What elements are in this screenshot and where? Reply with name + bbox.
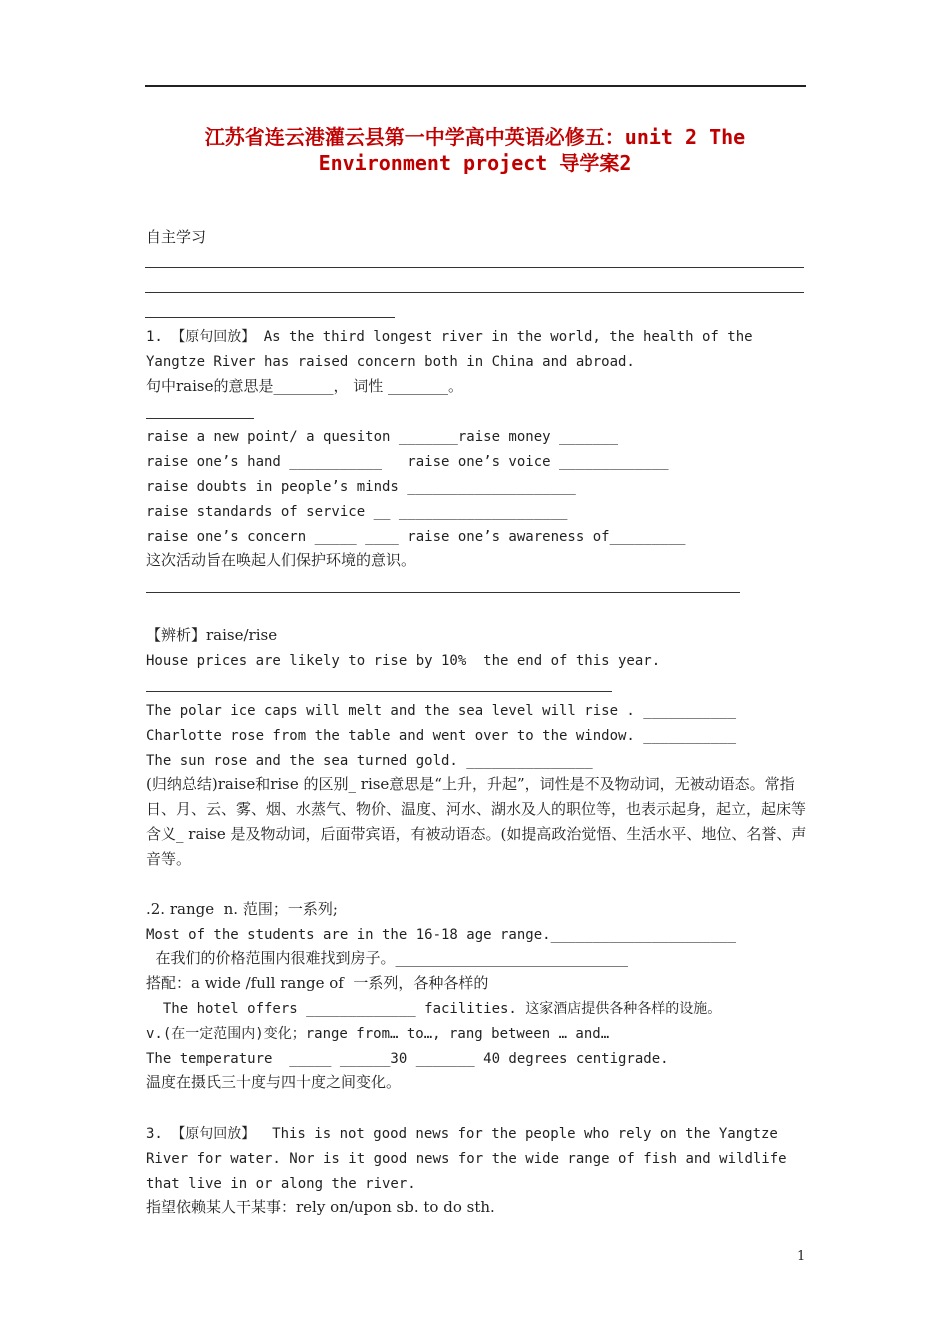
q1-sentence-line1: 1. 【原句回放】 As the third longest river in the world, the health of the (146, 329, 753, 345)
section-heading: 自主学习 (146, 228, 207, 246)
q3-sentence-line1: 3. 【原句回放】 This is not good news for the people who rely on the Yangtze (146, 1126, 778, 1142)
raise-phrase-4: raise standards of service __ ____________________ (146, 504, 568, 520)
q1-question: 句中raise的意思是________， 词性 ________。 (146, 377, 464, 395)
answer-rule-4 (146, 418, 254, 419)
answer-rule-6 (146, 691, 612, 692)
header-rule (145, 85, 806, 87)
range-example-3: The hotel offers _____________ facilities. 这家酒店提供各种各样的设施。 (146, 1001, 722, 1017)
page-title-line2: Environment project 导学案2 (318, 151, 632, 175)
range-verb-usage: v.(在一定范围内)变化；range from… to…, rang between … and… (146, 1026, 610, 1042)
answer-rule-1 (145, 267, 804, 268)
raise-phrase-1: raise a new point/ a quesiton _______raise money _______ (146, 429, 619, 445)
q3-sentence-line2: River for water. Nor is it good news for the wide range of fish and wildlife (146, 1151, 787, 1167)
raise-phrase-3: raise doubts in people’s minds ____________________ (146, 479, 576, 495)
summary-paragraph: (归纳总结)raise和rise 的区别_ rise意思是“上升，升起”，词性是不及物动词，无被动语态。常指日、月、云、雾、烟、水蒸气、物价、温度、河水、湖水及人的职位等，也表示起身，起立，起床等含义_ raise 是及物动词，后面带宾语，有被动语态。(如提高政治觉悟、生活水平、地位、名誉、声音等。 (146, 775, 807, 868)
range-heading: .2. range n. 范围；一系列; (146, 900, 338, 918)
range-example-4: The temperature _____ ______30 _______ 40 degrees centigrade. (146, 1051, 669, 1067)
range-example-2: 在我们的价格范围内很难找到房子。_______________________________ (146, 949, 629, 967)
raise-phrase-5: raise one’s concern _____ ____ raise one’s awareness of_________ (146, 529, 686, 545)
distinction-example-2: The polar ice caps will melt and the sea level will rise . ___________ (146, 703, 737, 719)
answer-rule-3 (145, 317, 395, 318)
distinction-example-4: The sun rose and the sea turned gold. _______________ (146, 753, 593, 769)
translation-prompt: 这次活动旨在唤起人们保护环境的意识。 (146, 551, 417, 569)
rely-on-usage: 指望依赖某人干某事：rely on/upon sb. to do sth. (146, 1198, 495, 1216)
page-title-line1: 江苏省连云港灌云县第一中学高中英语必修五：unit 2 The (204, 125, 746, 149)
distinction-heading: 【辨析】raise/rise (146, 626, 278, 644)
distinction-example-1: House prices are likely to rise by 10% the end of this year. (146, 653, 661, 669)
answer-rule-5 (146, 592, 740, 593)
q3-sentence-line3: that live in or along the river. (146, 1176, 416, 1192)
q1-sentence-line2: Yangtze River has raised concern both in China and abroad. (146, 354, 635, 370)
page-number: 1 (797, 1249, 806, 1264)
raise-phrase-2: raise one’s hand ___________ raise one’s voice _____________ (146, 454, 669, 470)
range-translation: 温度在摄氏三十度与四十度之间变化。 (146, 1073, 402, 1091)
range-collocation: 搭配：a wide /full range of 一系列，各种各样的 (146, 974, 489, 992)
distinction-example-3: Charlotte rose from the table and went over to the window. ___________ (146, 728, 737, 744)
answer-rule-2 (145, 292, 804, 293)
range-example-1: Most of the students are in the 16-18 age range.______________________ (146, 927, 737, 943)
